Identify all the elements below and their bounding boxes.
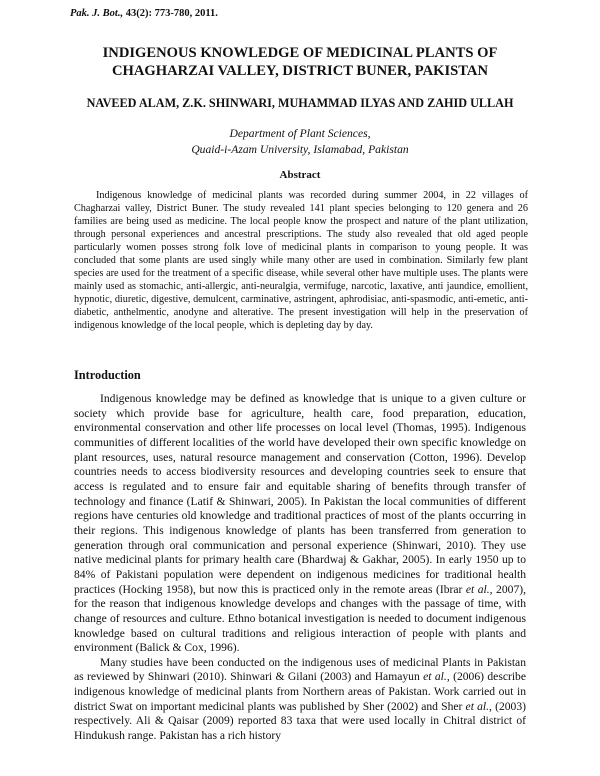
paragraph-2-part-b: , (2006) describe indigenous knowledge of medicinal plants from Northern areas of Pakistan. Work carried out in district Swat on important medicinal plants was published by Sher (2002) and Sher — [74, 670, 526, 713]
journal-volume: 43(2): 773-780, 2011. — [125, 8, 218, 19]
abstract-text: Indigenous knowledge of medicinal plants was recorded during summer 2004, in 22 villages of Chagharzai valley, District Buner. The study revealed 141 plant species belonging to 120 genera and 26 families are being used as medicine. The local people know the prospect and nature of the plant utilization, through personal experiences and ancestral prescriptions. The study also revealed that old aged people particularly women posses strong folk love of medicinal plants in comparison to young people. It was concluded that some plants are used singly while many other are used in combination. Similarly few plant species are used for the treatment of a specific disease, while several other have multiple uses. The plants were mainly used as stomachic, anti-allergic, anti-neuralgia, vermifuge, narcotic, laxative, anti jaundice, emollient, hypnotic, diuretic, digestive, demulcent, carminative, astringent, aphrodisiac, anti-spasmodic, anti-emetic, anti-diabetic, anthelmentic, anodyne and alterative. The present investigation will help in the preservation of indigenous knowledge of the local people, which is depleting day by day. — [74, 190, 528, 332]
paragraph-1-part-a: Indigenous knowledge may be defined as knowledge that is unique to a given culture or society which provide base for agriculture, health care, food preparation, education, environmental conservation and other life processes on local level (Thomas, 1995). Indigenous communities of different localities of the world have developed their own specific knowledge on plant resources, uses, natural resource management and conservation (Cotton, 1996). Develop countries needs to access biodiversity resources and developing countries seek to ensure that access is regulated and to ensure fair and equitable sharing of benefits through transfer of technology and finance (Latif & Shinwari, 2005). In Pakistan the local communities of different regions have centuries old knowledge and traditional practices of most of the plants occurring in their regions. This indigenous knowledge of plants has been transferred from generation to generation through oral communication and personal experience (Shinwari, 2010). They use native medicinal plants for primary health care (Bhardwaj & Gakhar, 2005). In early 1950 up to 84% of Pakistani population were dependent on indigenous medicines for traditional health practices (Hocking 1958), but now this is practiced only in the remote areas (Ibrar — [74, 392, 526, 596]
journal-name: Pak. J. Bot., — [70, 8, 124, 19]
title-line-2: CHAGHARZAI VALLEY, DISTRICT BUNER, PAKISTAN — [111, 63, 488, 79]
et-al-citation: et al. — [423, 670, 447, 684]
author-list: NAVEED ALAM, Z.K. SHINWARI, MUHAMMAD ILYAS AND ZAHID ULLAH — [86, 96, 514, 110]
title-line-1: INDIGENOUS KNOWLEDGE OF MEDICINAL PLANTS OF — [102, 45, 498, 61]
affiliation-line-1: Department of Plant Sciences, — [229, 127, 371, 140]
introduction-heading: Introduction — [74, 368, 141, 382]
paragraph-1-part-b: , 2007), for the reason that indigenous knowledge develops and changes with the passage of time, with change of resources and culture. Ethno botanical investigation is needed to document indigenous knowledge based on cultural traditions and religious interaction of people with plants and environment (Balick & Cox, 1996). — [74, 582, 527, 655]
affiliation-line-2: Quaid-i-Azam University, Islamabad, Pakistan — [191, 143, 409, 156]
paragraph-1 — [74, 392, 526, 656]
paragraph-2 — [74, 656, 526, 744]
et-al-citation: et al. — [465, 699, 490, 713]
introduction-body — [74, 392, 526, 744]
paragraph-2-part-c: , (2003) respectively. Ali & Qaisar (2009) reported 83 taxa that were used locally in Chitral district of Hindukush range. Pakistan has a rich history — [74, 699, 526, 743]
affiliation — [40, 126, 560, 158]
paragraph-2-part-a: Many studies have been conducted on the indigenous uses of medicinal Plants in Pakistan as reviewed by Shinwari (2010). Shinwari & Gilani (2003) and Hamayun — [74, 655, 526, 684]
et-al-citation: et al. — [465, 582, 490, 596]
journal-citation — [70, 8, 218, 19]
paper-title — [40, 44, 560, 80]
abstract-heading: Abstract — [279, 169, 321, 181]
